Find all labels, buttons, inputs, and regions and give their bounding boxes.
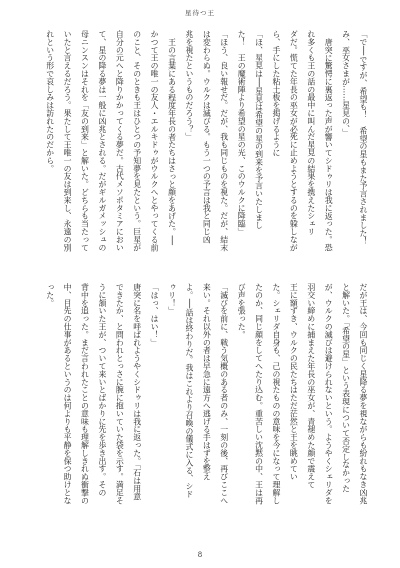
text-column: 唐突に名を呼ばれようやくシドゥリは我に返った。「石は用意 (132, 283, 142, 501)
text-column: かつて王の唯一の友人・エルキドゥがウルクへとやってくる前 (150, 30, 160, 252)
text-column: 「で──ですが、希望も！ 希望の星もまた予言されました！ (359, 30, 368, 245)
text-column: 「ほう、良い報せだ。だが、我も同じものを視た。だが、結末 (219, 30, 229, 252)
text-column: び声を張った。 (237, 283, 247, 339)
text-column: いたと言えるだろう。果たして王唯一の友は到来し、永遠の別 (63, 30, 73, 252)
text-column: のこと、そのときも王はひとつの予知夢を見たという。巨星が (132, 30, 142, 252)
text-column: 中、目先の仕事があるというのは何よりも平静を保つ助けとな (63, 283, 73, 505)
lower-text-block (40, 283, 372, 515)
text-column: よ。──話は終わりだ。我はこれより召喚の儀式に入る、シド (184, 283, 194, 498)
text-column: たのか、同じ顔をしてへたり込む。重苦しい沈黙の中、王は再 (254, 283, 264, 505)
text-column: 王の言葉にある程度年長の者たちはさっと顔をあげた。── (167, 37, 177, 245)
text-column: 唐突に驚愕に裏返った声が響いてシドゥリは我に返った。恐 (324, 37, 334, 252)
text-column: と解いた。「希望の星」という表現について否定しなかった (341, 283, 351, 493)
text-column: った。 (45, 283, 55, 307)
text-column: 自分の元へと降りかかってくる夢だ。古代メソポタミアにおい (115, 30, 125, 252)
text-column: が、ウルクの滅びは避けられないという。ようやくシェリダを (324, 283, 334, 505)
text-column: ダだ。慌てた年長の巫女が必死に止めようとするのを躱しなが (289, 30, 299, 252)
text-column: できたか、と問われとっさに腕に抱いていた袋を示す。満足そ (115, 283, 125, 505)
text-column: 王に額ずき、ウルクの民たちはただ茫然と王を眺めてい (289, 283, 299, 481)
text-column: 背中を追った。まだ言われたことの意味も理解しきれぬ衝撃の (80, 283, 90, 505)
text-column: れ多くも王の話の最中に叫んだ星見の結果を携えたシェリ (306, 30, 316, 236)
text-column: だが王は、今回も同じく星降る夢を視ながらも紛れもなき凶兆 (359, 283, 368, 505)
text-column: ら、手にした粘土板を掲げるように (271, 30, 281, 157)
text-column: 来い。それ以外の者は早急に遠方へ逃げる手はずを整え (202, 283, 212, 481)
page-number: 8 (197, 551, 203, 559)
text-column: て、星の降る夢は一般に凶兆とされる。だがギルガメッシュの (97, 30, 107, 252)
text-column: ゥリ！」 (167, 283, 177, 315)
text-column: た！ 王の魔術陣より希望の星の光、このウルクに降臨」 (237, 30, 247, 236)
text-column: 兆を視たというものだろう？」 (184, 30, 194, 141)
running-header-title: 星待つ王 (185, 9, 215, 17)
upper-text-block (40, 30, 372, 262)
text-column: は変わらぬ。ウルクは滅びる。もう一つの予言は我と同じ凶 (202, 30, 212, 244)
text-column: れという形で哀しみは訪れたのだから。 (45, 30, 55, 173)
text-column: 「はっ、はい！」 (150, 283, 160, 347)
text-column: 羽交い締めに捕まえた年長の巫女が、青褪めた顔で震えて (306, 283, 316, 489)
text-column: 「ほ、星見は──星見は希望の星の到来を予言いたしまし (254, 30, 264, 230)
text-column: た。シェリダ自身も、己の視たものの意味を今になって理解し (271, 283, 281, 505)
text-column: み、巫女さまが……星見の、」 (341, 30, 351, 137)
text-column: 「滅びを前に、戦う気概のある者のみ、一刻の後、再びここへ (219, 283, 229, 505)
text-column: うに頷いた王が、ついて来いとばかりに先を歩き出す。その (97, 283, 107, 497)
text-column: 母ニンスンはそれを「友の到来」と解いた。どちらも当たって (80, 30, 90, 252)
